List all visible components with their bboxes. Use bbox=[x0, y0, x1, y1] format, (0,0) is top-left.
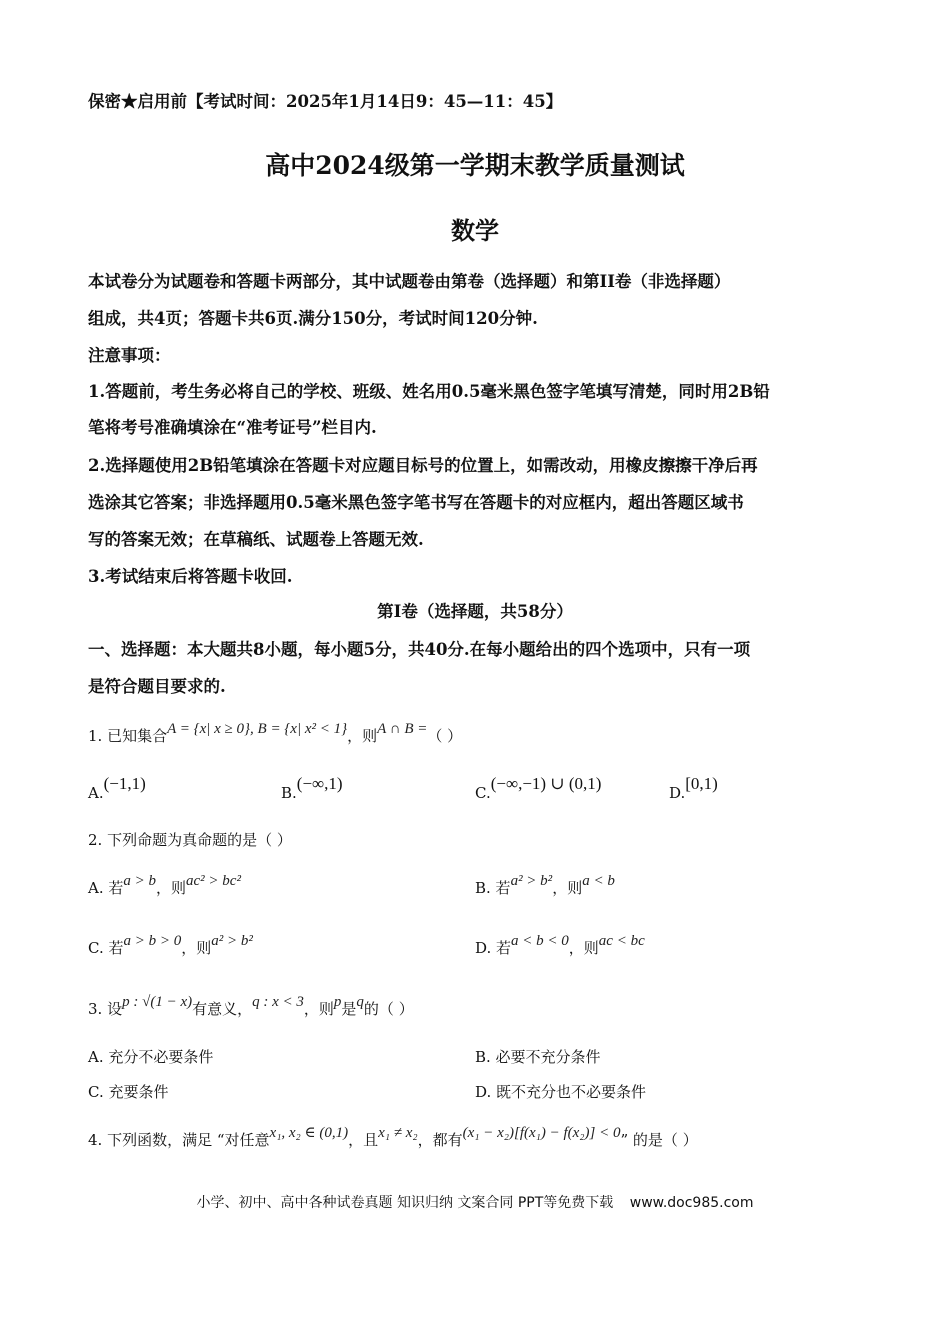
q3-option-d: D. 既不充分也不必要条件 bbox=[475, 1083, 647, 1101]
q1-option-d: D.[0,1) bbox=[669, 774, 718, 802]
intro-line-2: 组成，共4页；答题卡共6页.满分150分，考试时间120分钟. bbox=[88, 309, 538, 328]
confidential-header: 保密★启用前【考试时间：2025年1月14日9：45—11：45】 bbox=[88, 92, 563, 111]
q1-sets-math: A = {x| x ≥ 0}, B = {x| x² < 1} bbox=[167, 721, 348, 737]
page-footer bbox=[0, 1192, 950, 1212]
q1-suffix: （ ） bbox=[427, 727, 463, 745]
question-3: 3. 设p : √(1 − x)有意义，q : x < 3，则p是q的（ ） bbox=[88, 994, 414, 1018]
q1-mid: ，则 bbox=[347, 727, 378, 745]
q1-option-b: B.(−∞,1) bbox=[281, 774, 343, 802]
note-line-6: 3.考试结束后将答题卡收回. bbox=[88, 567, 293, 586]
footer-text: 小学、初中、高中各种试卷真题 知识归纳 文案合同 PPT等免费下载 bbox=[196, 1195, 614, 1211]
question-4: 4. 下列函数，满足 “对任意x₁, x₂ ∈ (0,1)，且x₁ ≠ x₂，都有(x₁ − x₂)[f(x₁) − f(x₂)] < 0” 的是（ ） bbox=[88, 1125, 698, 1149]
exam-title: 高中2024级第一学期末教学质量测试 bbox=[265, 151, 685, 180]
q4-condition-math: (x₁ − x₂)[f(x₁) − f(x₂)] < 0 bbox=[462, 1125, 621, 1141]
q3-p-math: p : √(1 − x) bbox=[122, 994, 193, 1010]
q2-option-c: C. 若a > b > 0，则a² > b² bbox=[88, 933, 253, 957]
subject-title: 数学 bbox=[451, 216, 499, 245]
q3-option-c: C. 充要条件 bbox=[88, 1083, 169, 1101]
q3-q-math: q : x < 3 bbox=[252, 994, 304, 1010]
section1-title: 第I卷（选择题，共58分） bbox=[377, 602, 573, 621]
section1-desc-1: 一、选择题：本大题共8小题，每小题5分，共40分.在每小题给出的四个选项中，只有一项 bbox=[88, 640, 751, 659]
question-1 bbox=[88, 721, 463, 746]
intro-line-1: 本试卷分为试题卷和答题卡两部分，其中试题卷由第卷（选择题）和第II卷（非选择题） bbox=[88, 272, 731, 291]
q3-option-a: A. 充分不必要条件 bbox=[88, 1048, 214, 1066]
q2-option-d: D. 若a < b < 0，则ac < bc bbox=[475, 933, 645, 957]
q1-prefix: 1. 已知集合 bbox=[88, 727, 168, 745]
q2-option-b: B. 若a² > b²，则a < b bbox=[475, 873, 615, 897]
q1-option-a: A.(−1,1) bbox=[88, 774, 146, 802]
q3-option-b: B. 必要不充分条件 bbox=[475, 1048, 601, 1066]
section1-desc-2: 是符合题目要求的. bbox=[88, 677, 226, 696]
footer-url: www.doc985.com bbox=[629, 1195, 754, 1211]
question-2: 2. 下列命题为真命题的是（ ） bbox=[88, 831, 292, 849]
note-line-3: 2.选择题使用2B铅笔填涂在答题卡对应题目标号的位置上，如需改动，用橡皮擦擦干净后再 bbox=[88, 456, 758, 475]
note-line-2: 笔将考号准确填涂在“准考证号”栏目内. bbox=[88, 418, 377, 437]
note-line-4: 选涂其它答案；非选择题用0.5毫米黑色签字笔书写在答题卡的对应框内，超出答题区域书 bbox=[88, 493, 744, 512]
q1-option-c: C.(−∞,−1) ∪ (0,1) bbox=[475, 774, 602, 802]
note-line-5: 写的答案无效；在草稿纸、试题卷上答题无效. bbox=[88, 530, 424, 549]
q4-domain-math: x₁, x₂ ∈ (0,1) bbox=[269, 1125, 349, 1141]
q1-intersection-math: A ∩ B = bbox=[377, 721, 428, 737]
notes-title: 注意事项： bbox=[88, 346, 171, 365]
q2-option-a: A. 若a > b，则ac² > bc² bbox=[88, 873, 241, 897]
note-line-1: 1.答题前，考生务必将自己的学校、班级、姓名用0.5毫米黑色签字笔填写清楚，同时用2B铅 bbox=[88, 382, 770, 401]
